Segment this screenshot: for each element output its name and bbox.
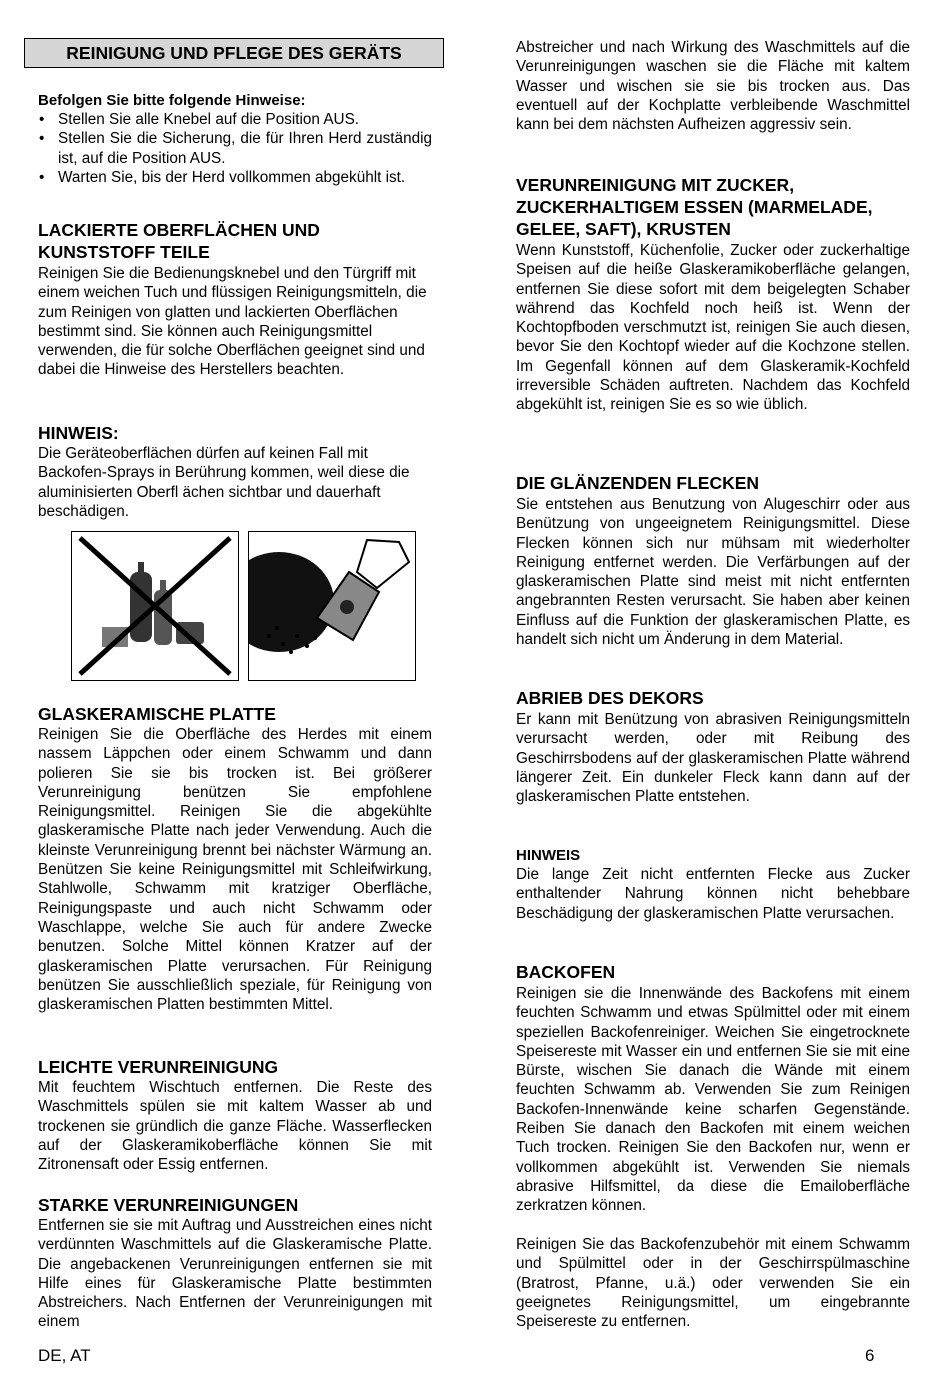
scraper-cleaning-illustration [248,531,416,681]
section-heading-glaskeramische: GLASKERAMISCHE PLATTE [38,704,276,724]
intro-heading: Befolgen Sie bitte folgende Hinweise: [38,92,306,109]
section-heading-abrieb: ABRIEB DES DEKORS [516,688,704,708]
section-heading-hinweis2: HINWEIS [516,847,581,864]
section-heading-flecken: DIE GLÄNZENDEN FLECKEN [516,473,760,493]
section-text-continuation: Abstreicher und nach Wirkung des Waschmittels auf die Verunreinigungen waschen sie die Fläche mit kaltem Wasser und wischen sie sie bis trocken aus. Das eventuell auf der Kochplatte verbleibende Waschmittel kann bei dem nächsten Aufheizen aggressiv sein. [516,39,910,134]
safety-bullet-list [38,110,432,187]
section-text-backofen-1: Reinigen sie die Innenwände des Backofens mit einem feuchten Schwamm und etwas Spülmittel oder mit einem speziellen Backofenreiniger. Weichen Sie eingetrocknete Speisereste mit Wasser ein und entfernen Sie sie mit eine Bürste, wischen Sie danach die Wände mit einem feuchten Schwamm ab. Verwenden Sie zum Reinigen Backofen-Innenwände keine scharfen Gegenstände. Reiben Sie danach den Backofen mit einem weichen Tuch trocken. Reinigen Sie den Backofen nur, wenn er vollkommen abgekühlt ist. Verwenden Sie niemals abrasive Hilfsmittel, da diese die Emailoberfläche zerkratzen können. [516,985,910,1215]
section-heading-leichte: LEICHTE VERUNREINIGUNG [38,1057,279,1077]
list-item: • Warten Sie, bis der Herd vollkommen abgekühlt ist. [38,168,432,187]
list-item: • Stellen Sie alle Knebel auf die Position AUS. [38,110,432,129]
section-text-backofen-2: Reinigen Sie das Backofenzubehör mit einem Schwamm und Spülmittel oder in der Geschirrspülmaschine (Bratrost, Pfanne, u.ä.) oder verwenden Sie ein geeignetes Reinigungsmittel, um eingebrannte Speisereste zu entfernen. [516,1236,910,1331]
page-title: REINIGUNG UND PFLEGE DES GERÄTS [24,38,444,68]
section-heading-starke: STARKE VERUNREINIGUNGEN [38,1195,299,1215]
section-text-flecken: Sie entstehen aus Benutzung von Alugeschirr oder aus Benützung von ungeeignetem Reinigungsmittel. Diese Flecken können sich nur mühsam mit wiederholter Reinigung entfernet werden. Die Verfärbungen auf der glaskeramischen Platte sind meist mit nicht entfernten angebrannten Resten verursacht. Sie haben aber keinen Einfluss auf die Funktion der glaskeramischen Platte, es handelt sich nicht um Änderung in dem Material. [516,496,910,649]
section-text-leichte: Mit feuchtem Wischtuch entfernen. Die Reste des Waschmittels spülen sie mit kaltem Wasser ab und trockenen sie gründlich die ganze Fläche. Wasserflecken auf der Glaskeramikoberfläche können Sie mit Zitronensaft oder Essig entfernen. [38,1079,432,1174]
section-heading-zucker-line2: ZUCKERHALTIGEM ESSEN (MARMELADE, [516,197,873,217]
section-heading-lackierte-line1: LACKIERTE OBERFLÄCHEN UND [38,220,320,240]
section-heading-hinweis: HINWEIS: [38,423,119,443]
section-text-glaskeramische: Reinigen Sie die Oberfläche des Herdes mit einem nassem Läppchen oder einem Schwamm und dann polieren Sie sie bis trocken ist. Bei größerer Verunreinigung benützen Sie empfohlene Reinigungsmittel. Reinigen Sie die abgekühlte glaskeramische Platte nach jeder Verwendung. Auch die kleinste Verunreinigung brennt bei nächster Wärmung an. Benützen Sie keine Reinigungsmittel mit Schleifwirkung, Stahlwolle, Schwamm mit kratziger Oberfläche, Reinigungspaste und auch nicht Schwamm oder Waschlappe, welche Sie auch für andere Zwecke benutzen. Solche Mittel können Kratzer auf der glaskeramischen Platte verursachen. Für Reinigung benützen Sie ausschließlich speziale, für Reinigung von glaskeramischen Platten bestimmten Mittel. [38,726,432,1014]
section-text-hinweis: Die Geräteoberflächen dürfen auf keinen Fall mit Backofen-Sprays in Berührung kommen, weil diese die aluminisierten Oberfl ächen sichtbar und dauerhaft beschädigen. [38,445,410,520]
section-text-lackierte: Reinigen Sie die Bedienungsknebel und den Türgriff mit einem weichen Tuch und flüssigen Reinigungsmitteln, die zum Reinigen von glatten und lackierten Oberflächen bestimmt sind. Sie können auch Reinigungsmittel verwenden, die für solche Oberflächen geeignet sind und dabei die Hinweise des Herstellers beachten. [38,265,427,379]
section-heading-zucker-line3: GELEE, SAFT), KRUSTEN [516,219,731,239]
footer-region: DE, AT [38,1346,91,1365]
section-text-abrieb: Er kann mit Benützung von abrasiven Reinigungsmitteln verursacht werden, oder mit Reibung des Geschirrsbodens auf der glaskeramischen Platte während längerer Zeit. Ein dunkeler Fleck kann dann auf der glaskeramischen Platte entstehen. [516,711,910,806]
page-number: 6 [865,1346,875,1365]
list-item: • Stellen Sie die Sicherung, die für Ihren Herd zuständig ist, auf die Position AUS. [38,129,432,168]
section-text-hinweis2: Die lange Zeit nicht entfernten Flecke aus Zucker enthaltender Nahrung können nicht behebbare Beschädigung der glaskeramischen Platte verursachen. [516,866,910,922]
section-text-zucker: Wenn Kunststoff, Küchenfolie, Zucker oder zuckerhaltige Speisen auf die heiße Glaskeramikoberfläche gelangen, entfernen Sie diese sofort mit dem beigelegten Schaber während das Kochfeld noch heiß ist. Wenn der Kochtopfboden verschmutzt ist, reinigen Sie auch diesen, bevor Sie den Kochtopf wieder auf die Kochzone stellen. Im Gegenfall können auf dem Glaskeramik-Kochfeld irreversible Schäden auftreten. Nachdem das Kochfeld abgekühlt ist, reinigen Sie es so wie üblich. [516,242,910,414]
section-heading-lackierte-line2: KUNSTSTOFF TEILE [38,242,210,262]
section-text-starke: Entfernen sie sie mit Auftrag und Ausstreichen eines nicht verdünnten Waschmittels auf die Glaskeramische Platte. Die angebackenen Verunreinigungen entfernen sie mit Hilfe eines für Glaskeramische Platte bestimmten Abstreichers. Nach Entfernen der Verunreinigungen mit einem [38,1217,432,1331]
section-heading-zucker-line1: VERUNREINIGUNG MIT ZUCKER, [516,175,795,195]
no-spray-cleaners-illustration [71,531,239,681]
section-heading-backofen: BACKOFEN [516,962,616,982]
